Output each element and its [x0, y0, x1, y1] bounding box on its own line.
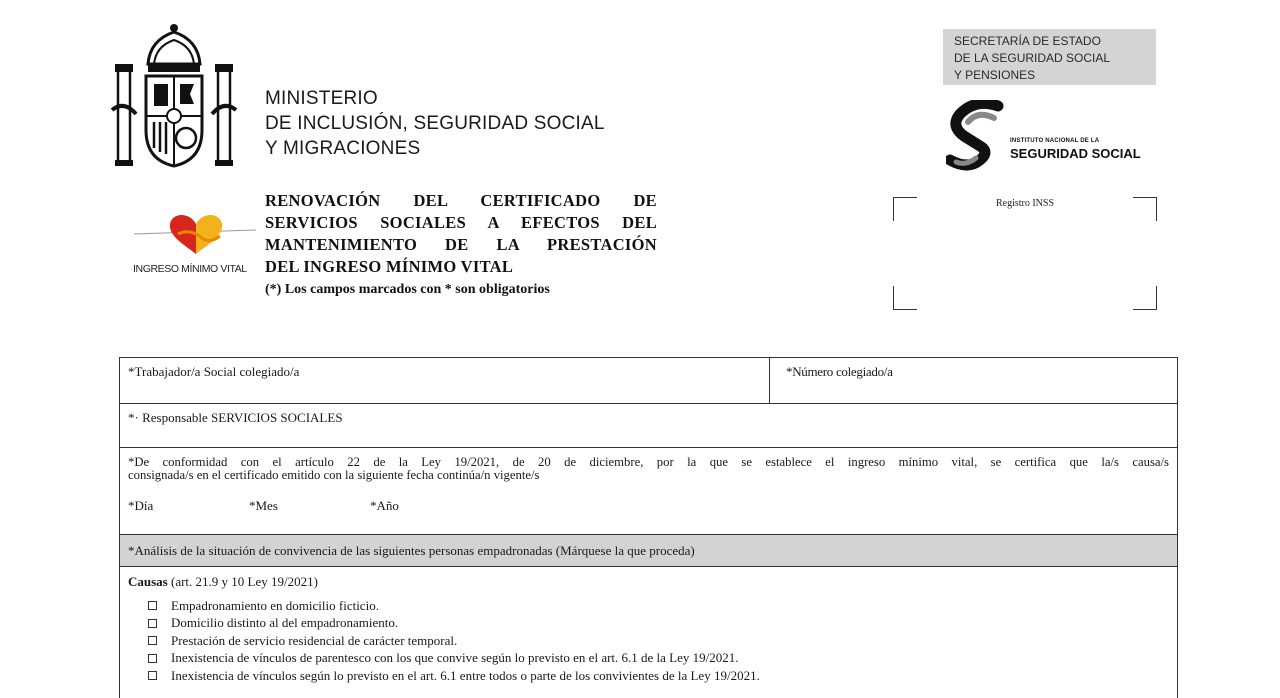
registro-stamp-area: [893, 197, 1157, 310]
secretaria-line: SECRETARÍA DE ESTADO: [954, 34, 1101, 48]
required-fields-note: (*) Los campos marcados con * son obligatorios: [265, 282, 550, 297]
causas-list: [128, 597, 1169, 685]
analisis-header: [120, 535, 1177, 567]
secretaria-line: Y PENSIONES: [954, 68, 1036, 82]
causas-title: Causas: [128, 574, 168, 589]
inss-title: SEGURIDAD SOCIAL: [1010, 146, 1141, 161]
causas-heading: [128, 574, 1169, 590]
causa-item[interactable]: [128, 667, 1169, 685]
causa-item[interactable]: [128, 650, 1169, 668]
responsable-field[interactable]: [120, 404, 1177, 448]
secretaria-box: [943, 29, 1156, 85]
certificacion-section: [120, 448, 1177, 535]
registro-label: Registro INSS: [995, 198, 1055, 209]
form-table: [119, 357, 1178, 698]
ministry-line: DE INCLUSIÓN, SEGURIDAD SOCIAL: [265, 113, 605, 134]
legal-text-line: consignada/s en el certificado emitido con la siguiente fecha continúa/n vigente/s: [128, 468, 540, 482]
causa-label: Prestación de servicio residencial de carácter temporal.: [171, 632, 458, 648]
form-title: [265, 190, 657, 278]
coat-of-arms-logo: [110, 20, 238, 170]
causa-label: Empadronamiento en domicilio ficticio.: [171, 597, 379, 613]
causa-label: Inexistencia de vínculos de parentesco con los que convive según lo previsto en el art. 6.1 de la Ley 19/2021.: [171, 650, 739, 666]
date-fields: [128, 498, 399, 514]
responsable-label: *· Responsable SERVICIOS SOCIALES: [128, 410, 343, 425]
numero-colegiado-field[interactable]: [770, 358, 1177, 403]
causa-label: Domicilio distinto al del empadronamiento.: [171, 615, 399, 631]
checkbox[interactable]: [148, 636, 157, 645]
corner-mark: [1133, 286, 1157, 310]
numero-colegiado-label: *Número colegiado/a: [786, 364, 893, 379]
checkbox[interactable]: [148, 601, 157, 610]
anio-field[interactable]: *Año: [370, 498, 399, 513]
causa-label: Inexistencia de vínculos según lo previsto en el art. 6.1 entre todos o parte de los convivientes de la Ley 19/2021.: [171, 667, 760, 683]
causas-ref: (art. 21.9 y 10 Ley 19/2021): [171, 574, 318, 589]
title-line: RENOVACIÓN DEL CERTIFICADO DE: [265, 191, 657, 210]
causa-item[interactable]: [128, 597, 1169, 615]
ministry-name: [265, 86, 605, 161]
dia-field[interactable]: *Día: [128, 498, 154, 513]
corner-mark: [893, 286, 917, 310]
trabajador-label: *Trabajador/a Social colegiado/a: [128, 364, 300, 379]
inss-subtitle: INSTITUTO NACIONAL DE LA: [1010, 138, 1100, 144]
imv-logo-text: INGRESO MÍNIMO VITAL: [133, 263, 247, 275]
form-row: [120, 358, 1177, 404]
mes-field[interactable]: *Mes: [249, 498, 278, 513]
title-line: SERVICIOS SOCIALES A EFECTOS DEL: [265, 213, 657, 232]
trabajador-field[interactable]: [120, 358, 770, 403]
ministry-line: Y MIGRACIONES: [265, 138, 421, 159]
inss-logo-icon: [946, 100, 1004, 176]
title-line: MANTENIMIENTO DE LA PRESTACIÓN: [265, 235, 657, 254]
checkbox[interactable]: [148, 671, 157, 680]
ministry-line: MINISTERIO: [265, 88, 378, 109]
title-line: DEL INGRESO MÍNIMO VITAL: [265, 257, 514, 276]
secretaria-line: DE LA SEGURIDAD SOCIAL: [954, 51, 1111, 65]
imv-heart-logo-icon: [130, 208, 260, 258]
legal-text-line: *De conformidad con el artículo 22 de la Ley 19/2021, de 20 de diciembre, por la que se establece el ingreso mínimo vital, se certifica que la/s causa/s: [128, 455, 1169, 469]
checkbox[interactable]: [148, 619, 157, 628]
analisis-label: *Análisis de la situación de convivencia de las siguientes personas empadronadas (Márquese la que proceda): [128, 543, 695, 558]
causa-item[interactable]: [128, 615, 1169, 633]
checkbox[interactable]: [148, 654, 157, 663]
causa-item[interactable]: [128, 632, 1169, 650]
causas-section: [120, 567, 1177, 698]
